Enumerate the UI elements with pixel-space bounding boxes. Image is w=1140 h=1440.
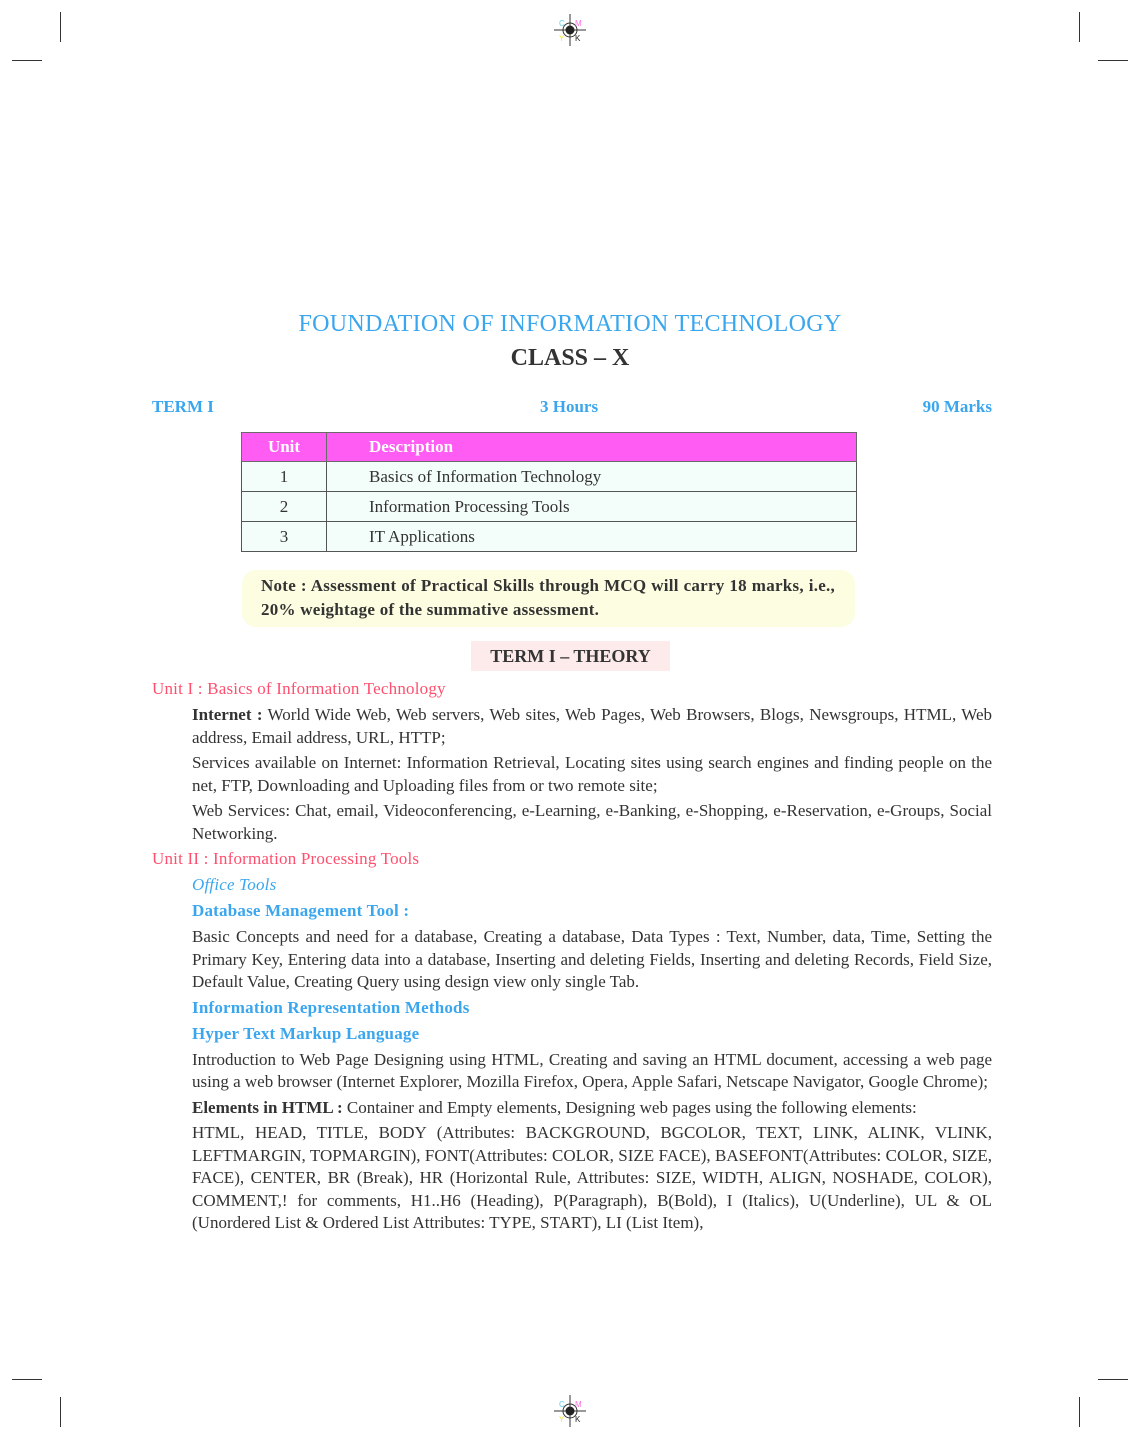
svg-text:M: M xyxy=(575,1400,582,1409)
assessment-note: Note : Assessment of Practical Skills through MCQ will carry 18 marks, i.e., 20% weightage of the summative assessment. xyxy=(242,570,855,627)
dbms-heading: Database Management Tool : xyxy=(192,901,410,920)
web-services-paragraph: Web Services: Chat, email, Videoconferencing, e-Learning, e-Banking, e-Shopping, e-Reservation, e-Groups, Social Networking. xyxy=(192,801,992,843)
crop-mark-bottom-right-horizontal xyxy=(1098,1379,1128,1380)
unit-description-cell: Information Processing Tools xyxy=(327,492,857,522)
registration-mark-top-icon xyxy=(554,14,586,46)
svg-text:C: C xyxy=(559,19,565,28)
svg-text:K: K xyxy=(575,1415,581,1424)
class-subtitle: CLASS – X xyxy=(510,345,630,371)
html-heading: Hyper Text Markup Language xyxy=(192,1023,420,1043)
internet-text: World Wide Web, Web servers, Web sites, Web Pages, Web Browsers, Blogs, Newsgroups, HTML, Web address, Email address, URL, HTTP; xyxy=(192,705,992,747)
internet-label: Internet : xyxy=(192,705,263,724)
table-header-row xyxy=(242,433,857,462)
unit-description-cell: IT Applications xyxy=(327,522,857,552)
column-header-description: Description xyxy=(327,433,857,462)
term-label: TERM I xyxy=(152,397,214,416)
svg-text:Y: Y xyxy=(559,1415,565,1424)
marks-label: 90 Marks xyxy=(922,397,992,416)
unit-description-cell: Basics of Information Technology xyxy=(327,462,857,492)
syllabus-content xyxy=(152,678,992,1238)
elements-text: Container and Empty elements, Designing web pages using the following elements: xyxy=(342,1097,917,1117)
table-row xyxy=(242,522,857,552)
crop-mark-top-right-horizontal xyxy=(1098,60,1128,61)
crop-mark-top-left-horizontal xyxy=(12,60,42,61)
crop-mark-top-left-vertical xyxy=(60,12,61,42)
section-badge-theory: TERM I – THEORY xyxy=(471,641,670,671)
unit-2-heading: Unit II : Information Processing Tools xyxy=(152,849,420,868)
unit-number-cell: 2 xyxy=(242,492,327,522)
crop-mark-bottom-left-vertical xyxy=(60,1397,61,1427)
irm-heading: Information Representation Methods xyxy=(192,997,470,1017)
office-tools-heading: Office Tools xyxy=(192,875,277,894)
svg-text:K: K xyxy=(575,34,581,43)
column-header-unit: Unit xyxy=(242,433,327,462)
unit-number-cell: 3 xyxy=(242,522,327,552)
unit-1-heading: Unit I : Basics of Information Technology xyxy=(152,679,446,698)
svg-text:M: M xyxy=(575,19,582,28)
services-paragraph: Services available on Internet: Information Retrieval, Locating sites using search engines and finding people on the net, FTP, Downloading and Uploading files from or two remote site; xyxy=(192,753,992,795)
crop-mark-bottom-right-vertical xyxy=(1079,1397,1080,1427)
svg-text:C: C xyxy=(559,1400,565,1409)
table-row xyxy=(242,492,857,522)
page-title: FOUNDATION OF INFORMATION TECHNOLOGY xyxy=(298,311,842,337)
unit-2-body xyxy=(152,874,992,1235)
crop-mark-top-right-vertical xyxy=(1079,12,1080,42)
table-row xyxy=(242,462,857,492)
dbms-paragraph: Basic Concepts and need for a database, Creating a database, Data Types : Text, Number, data, Time, Setting the Primary Key, Entering data into a database, Inserting and deleting Fields, Inserting and deleting Records, Field Size, Default Value, Creating Query using design view only single Tab. xyxy=(192,927,992,991)
unit-number-cell: 1 xyxy=(242,462,327,492)
html-intro-paragraph: Introduction to Web Page Designing using HTML, Creating and saving an HTML document, accessing a web page using a web browser (Internet Explorer, Mozilla Firefox, Opera, Apple Safari, Netscape Navigator, Google Chrome); xyxy=(192,1049,992,1091)
svg-text:Y: Y xyxy=(559,34,565,43)
elements-paragraph xyxy=(192,1097,992,1120)
unit-1-body xyxy=(152,704,992,845)
units-table xyxy=(241,432,857,552)
duration-label: 3 Hours xyxy=(540,397,599,416)
elements-label: Elements in HTML : xyxy=(192,1097,343,1117)
crop-mark-bottom-left-horizontal xyxy=(12,1379,42,1380)
internet-paragraph xyxy=(192,704,992,749)
elements-list-paragraph: HTML, HEAD, TITLE, BODY (Attributes: BACKGROUND, BGCOLOR, TEXT, LINK, ALINK, VLINK, LEFTMARGIN, TOPMARGIN), FONT(Attributes: COLOR, SIZE FACE), BASEFONT(Attributes: COLOR, SIZE, FACE), CENTER, BR (Break), HR (Horizontal Rule, Attributes: SIZE, WIDTH, ALIGN, NOSHADE, COLOR), COMMENT,! for comments, H1..H6 (Heading), P(Paragraph), B(Bold), I (Italics), U(Underline), UL & OL (Unordered List & Ordered List Attributes: TYPE, START), LI (List Item), xyxy=(192,1123,992,1232)
registration-mark-bottom-icon xyxy=(554,1395,586,1427)
